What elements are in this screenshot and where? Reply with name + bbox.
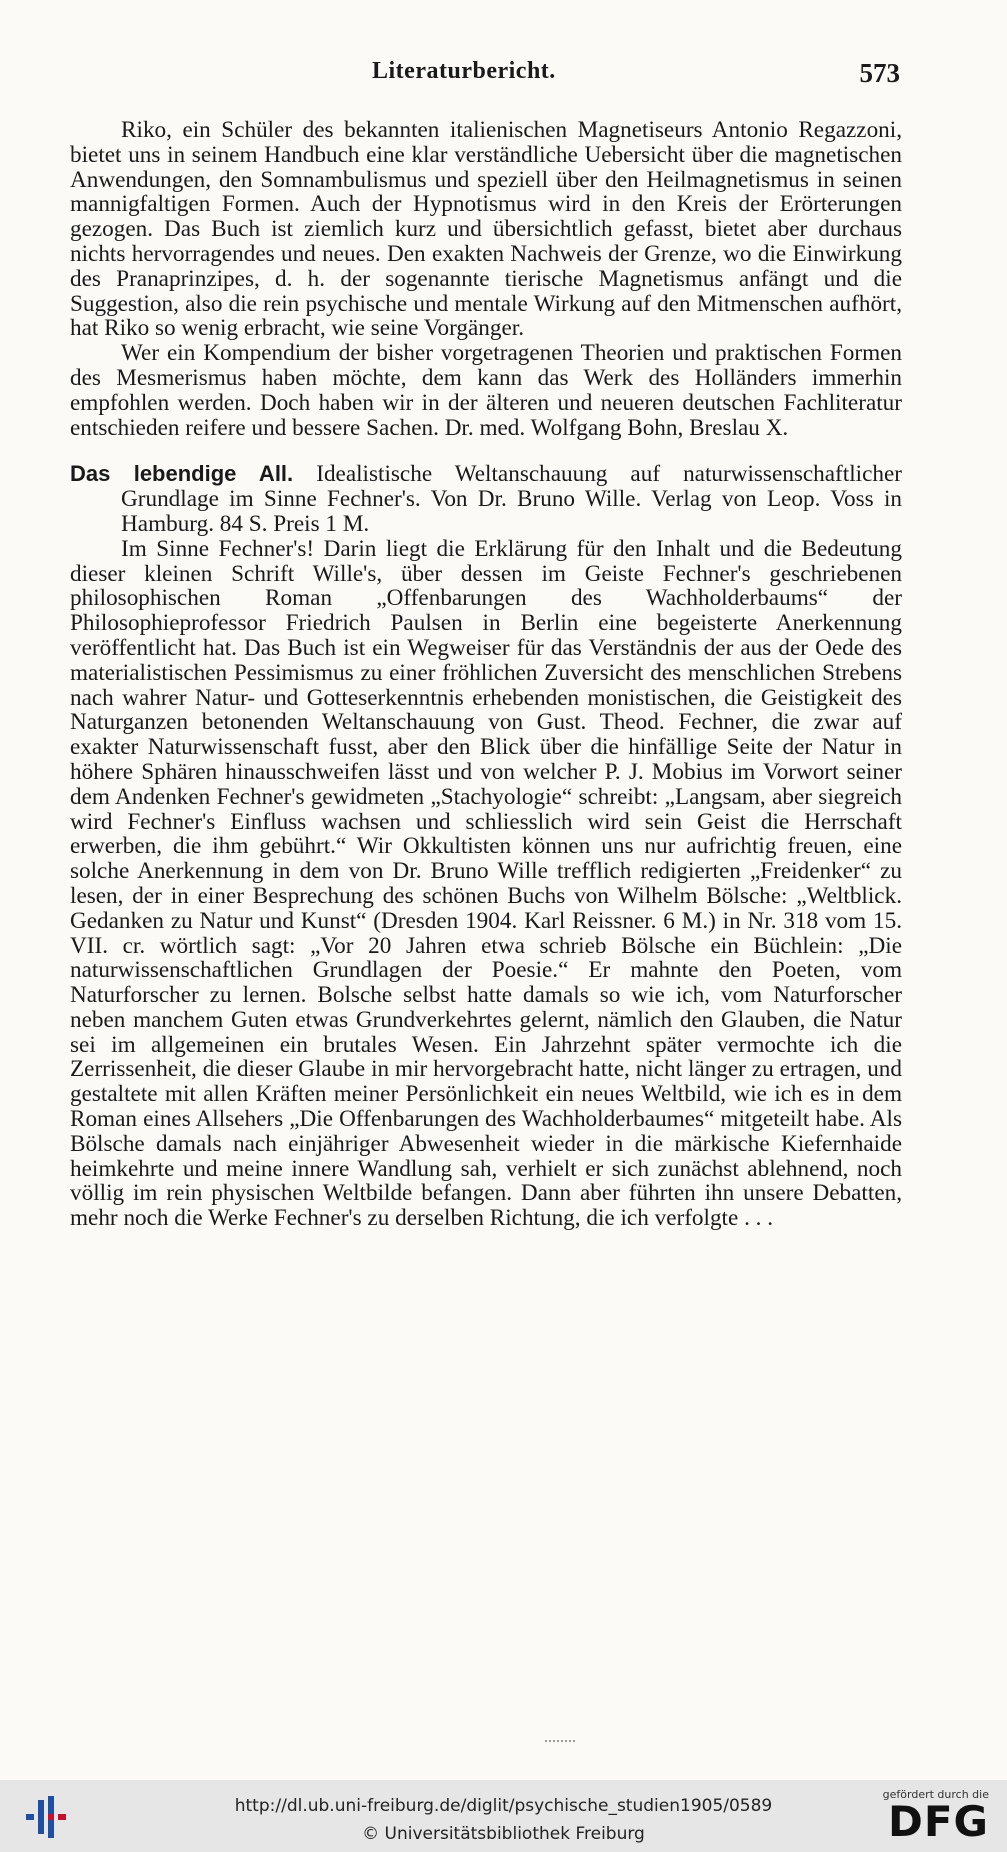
- text-column: [70, 118, 902, 1231]
- source-url-link[interactable]: http://dl.ub.uni-freiburg.de/diglit/psychische_studien1905/0589: [234, 1796, 773, 1816]
- footer-bar: [0, 1780, 1007, 1852]
- review-heading: Das lebendige All.: [70, 461, 294, 487]
- paragraph-review-body: Im Sinne Fechner's! Darin liegt die Erklärung für den Inhalt und die Bedeutung dieser kleinen Schrift Wille's, über dessen im Geiste Fechner's geschriebenen philosophischen Roman „Offenbarungen des Wachholderbaums“ der Philosophieprofessor Friedrich Paulsen in Berlin eine begeisterte Anerkennung veröffentlicht hat. Das Buch ist ein Wegweiser für das Verständnis der aus der Oede des materialistischen Pessimismus zu einer fröhlichen Zuversicht des menschlichen Strebens nach wahrer Natur- und Gotteserkenntnis erhebenden monistischen, die Geistigkeit des Naturganzen betonenden Weltanschauung von Gust. Theod. Fechner, die zwar auf exakter Naturwissenschaft fusst, aber den Blick über die hinfällige Seite der Natur in höhere Sphären hinausschweifen lässt und von welcher P. J. Mobius im Vorwort seiner dem Andenken Fechner's gewidmeten „Stachyologie“ schreibt: „Langsam, aber siegreich wird Fechner's Einfluss wachsen und schliesslich wird sein Geist die Herrschaft erwerben, die ihm gebührt.“ Wir Okkultisten können uns nur aufrichtig freuen, eine solche Anerkennung in dem von Dr. Bruno Wille trefflich redigierten „Freidenker“ zu lesen, der in einer Besprechung des schönen Buchs von Wilhelm Bölsche: „Weltblick. Gedanken zu Natur und Kunst“ (Dresden 1904. Karl Reissner. 6 M.) in Nr. 318 vom 15. VII. cr. wörtlich sagt: „Vor 20 Jahren etwa schrieb Bölsche ein Büchlein: „Die naturwissenschaftlichen Grundlagen der Poesie.“ Er mahnte den Poeten, vom Naturforscher zu lernen. Bolsche selbst hatte damals so wie ich, vom Naturforscher neben manchem Guten etwas Grundverkehrtes gelernt, nämlich den Glauben, die Natur sei im allgemeinen ein brutales Wesen. Ein Jahrzehnt später vermochte ich die Zerrissenheit, die dieser Glaube in mir hervorgebracht hatte, nicht länger zu ertragen, und gestaltete mit allen Kräften meiner Persönlichkeit ein neues Weltbild, wie ich es in dem Roman eines Allsehers „Die Offenbarungen des Wachholderbaumes“ mitgeteilt habe. Als Bölsche damals nach einjähriger Abwesenheit wieder in die märkische Kiefernhaide heimkehrte und meine innere Wandlung sah, verhielt er sich zunächst ablehnend, noch völlig im rein physischen Weltbilde befangen. Dann aber führten ihn unsere Debatten, mehr noch die Werke Fechner's zu derselben Richtung, die ich verfolgte . . .: [70, 535, 902, 1232]
- running-head: [70, 58, 900, 98]
- paragraph-recommendation: Wer ein Kompendium der bisher vorgetragenen Theorien und praktischen Formen des Mesmerismus haben möchte, dem kann das Werk des Holländers immerhin empfohlen werden. Doch haben wir in der älteren und neueren deutschen Fachliteratur entschieden reifere und bessere Sachen. Dr. med. Wolfgang Bohn, Breslau X.: [70, 340, 902, 441]
- dfg-logo: DFG: [887, 1797, 989, 1846]
- page-mark: [545, 1740, 575, 1745]
- copyright-text: © Universitätsbibliothek Freiburg: [362, 1824, 645, 1844]
- page-number: 573: [859, 58, 900, 88]
- running-title: Literaturbericht.: [372, 58, 556, 84]
- review-citation: Idealistische Weltanschauung auf naturwissenschaftlicher Grundlage im Sinne Fechner's. Von Dr. Bruno Wille. Verlag von Leop. Voss in Hamburg. 84 S. Preis 1 M.: [121, 461, 902, 537]
- dfg-funding-note: gefördert durch die: [882, 1788, 989, 1801]
- paragraph-riko: Riko, ein Schüler des bekannten italienischen Magnetiseurs Antonio Regazzoni, bietet uns in seinem Handbuch eine klar verständliche Uebersicht über die magnetischen Anwendungen, den Somnambulismus und speziell über den Heilmagnetismus in seinen mannigfaltigen Formen. Auch der Hypnotismus wird in den Kreis der Erörterungen gezogen. Das Buch ist ziemlich kurz und übersichtlich gefasst, bietet aber durchaus nichts hervorragendes und neues. Den exakten Nachweis der Grenze, wo die Einwirkung des Pranaprinzipes, d. h. der sogenannte tierische Magnetismus anfängt und die Suggestion, also die rein psychische und mentale Wirkung auf den Mitmenschen aufhört, hat Riko so wenig erbracht, wie seine Vorgänger.: [70, 117, 902, 342]
- review-heading-entry: [70, 462, 902, 536]
